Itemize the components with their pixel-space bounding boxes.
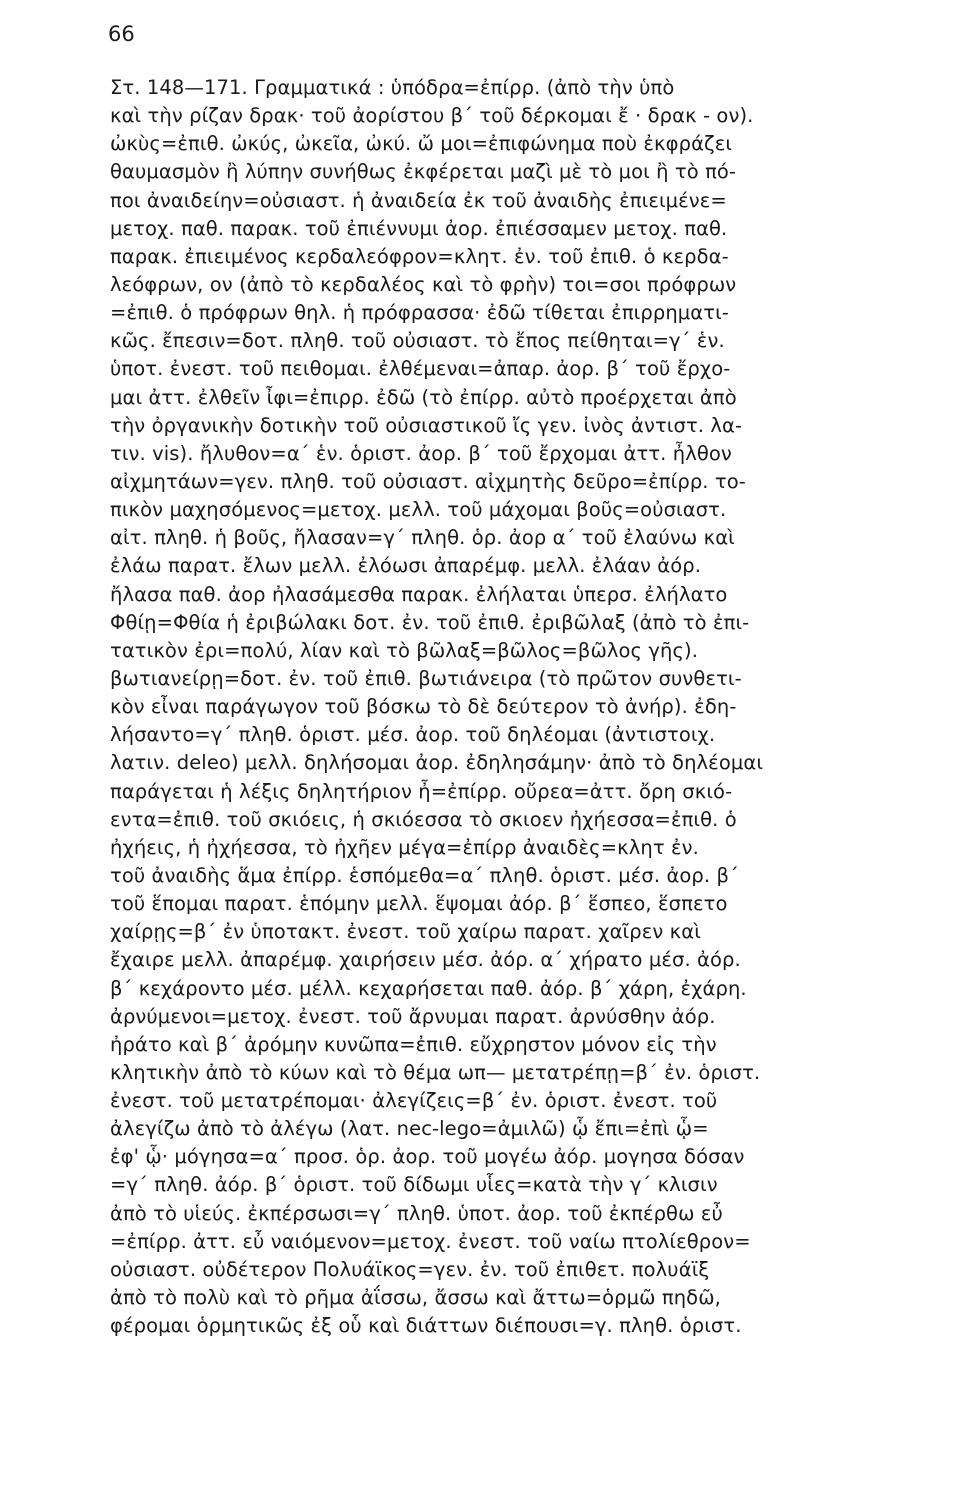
page-number: 66 bbox=[108, 22, 135, 46]
text-line: λήσαντο=γ΄ πληθ. ὁριστ. μέσ. ἀορ. τοῦ δηλέομαι (ἀντιστοιχ. bbox=[110, 723, 716, 747]
text-line: Φθίῃ=Φθία ἡ ἐριβώλακι δοτ. ἐν. τοῦ ἐπιθ. ἐριβῶλαξ (ἀπὸ τὸ ἐπι- bbox=[110, 610, 750, 634]
text-line: μαι ἀττ. ἐλθεῖν ἶφι=ἐπιρρ. ἐδῶ (τὸ ἐπίρρ. αὐτὸ προέρχεται ἀπὸ bbox=[110, 385, 737, 409]
text-line: ἀπὸ τὸ υἱεύς. ἐκπέρσωσι=γ΄ πληθ. ὑποτ. ἀορ. τοῦ ἐκπέρθω εὖ bbox=[110, 1201, 723, 1225]
text-line: κλητικὴν ἀπὸ τὸ κύων καὶ τὸ θέμα ωπ— μετατρέπῃ=β΄ ἐν. ὁριστ. bbox=[110, 1060, 761, 1084]
text-line: κῶς. ἔπεσιν=δοτ. πληθ. τοῦ οὐσιαστ. τὸ ἔπος πείθηται=γ΄ ἑν. bbox=[110, 329, 725, 353]
text-line: ποι ἀναιδείην=οὐσιαστ. ἡ ἀναιδεία ἐκ τοῦ ἀναιδὴς ἐπιειμένε= bbox=[110, 188, 727, 212]
commentary-text bbox=[110, 74, 936, 1340]
text-line: =ἐπίρρ. ἀττ. εὖ ναιόμενον=μετοχ. ἐνεστ. τοῦ ναίω πτολίεθρον= bbox=[110, 1229, 751, 1253]
text-line: ἠράτο καὶ β΄ ἀρόμην κυνῶπα=ἐπιθ. εὔχρηστον μόνον εἰς τὴν bbox=[110, 1032, 717, 1056]
text-line: παράγεται ἡ λέξις δηλητήριον ἦ=ἐπίρρ. οὔρεα=ἀττ. ὄρη σκιό- bbox=[110, 779, 733, 803]
text-line: παρακ. ἐπιειμένος κερδαλεόφρον=κλητ. ἐν. τοῦ ἐπιθ. ὁ κερδα- bbox=[110, 244, 729, 268]
text-line: λατιν. deleo) μελλ. δηλήσομαι ἀορ. ἐδηλησάμην· ἀπὸ τὸ δηλέομαι bbox=[110, 751, 764, 775]
text-line: ἐνεστ. τοῦ μετατρέπομαι· ἀλεγίζεις=β΄ ἐν. ὁριστ. ἐνεστ. τοῦ bbox=[110, 1089, 718, 1113]
text-line: τοῦ ἀναιδὴς ἅμα ἐπίρρ. ἑσπόμεθα=α΄ πληθ. ὁριστ. μέσ. ἀορ. β΄ bbox=[110, 863, 739, 887]
text-line: οὐσιαστ. οὐδέτερον Πολυάϊκος=γεν. ἐν. τοῦ ἐπιθετ. πολυάϊξ bbox=[110, 1257, 710, 1281]
text-line: ἀλεγίζω ἀπὸ τὸ ἀλέγω (λατ. nec-lego=ἀμιλῶ) ᾧ ἔπι=ἐπὶ ᾧ= bbox=[110, 1117, 709, 1141]
text-line: θαυμασμὸν ἢ λύπην συνήθως ἐκφέρεται μαζὶ μὲ τὸ μοι ἢ τὸ πό- bbox=[110, 160, 737, 184]
text-line: ἀπὸ τὸ πολὺ καὶ τὸ ρῆμα ἀΐσσω, ἄσσω καὶ ἄττω=ὁρμῶ πηδῶ, bbox=[110, 1286, 721, 1310]
text-line: Στ. 148—171. Γραμματικά : ὑπόδρα=ἐπίρρ. (ἀπὸ τὴν ὑπὸ bbox=[110, 76, 675, 99]
text-line: βωτιανείρῃ=δοτ. ἐν. τοῦ ἐπιθ. βωτιάνειρα (τὸ πρῶτον συνθετι- bbox=[110, 666, 742, 690]
text-line: ἔχαιρε μελλ. ἀπαρέμφ. χαιρήσειν μέσ. ἀόρ. α΄ χήρατο μέσ. ἀόρ. bbox=[110, 948, 741, 972]
text-line: τιν. vis). ἤλυθον=α΄ ἑν. ὁριστ. ἀορ. β΄ τοῦ ἔρχομαι ἀττ. ἦλθον bbox=[110, 441, 732, 465]
text-line: εντα=ἐπιθ. τοῦ σκιόεις, ἡ σκιόεσσα τὸ σκιοεν ἠχήεσσα=ἐπιθ. ὁ bbox=[110, 807, 737, 831]
text-line: ἠχήεις, ἡ ἠχήεσσα, τὸ ἠχῆεν μέγα=ἐπίρρ ἀναιδὲς=κλητ ἐν. bbox=[110, 835, 699, 859]
text-line: τὴν ὀργανικὴν δοτικὴν τοῦ οὐσιαστικοῦ ἴς γεν. ἰνὸς ἀντιστ. λα- bbox=[110, 413, 743, 437]
text-line: αἰτ. πληθ. ἡ βοῦς, ἤλασαν=γ΄ πληθ. ὁρ. ἀορ α΄ τοῦ ἐλαύνω καὶ bbox=[110, 526, 735, 550]
text-line: πικὸν μαχησόμενος=μετοχ. μελλ. τοῦ μάχομαι βοῦς=οὐσιαστ. bbox=[110, 498, 727, 522]
text-line: =ἐπιθ. ὁ πρόφρων θηλ. ἡ πρόφρασσα· ἐδῶ τίθεται ἐπιρρηματι- bbox=[110, 301, 729, 325]
text-line: φέρομαι ὁρμητικῶς ἐξ οὗ καὶ διάττων διέπουσι=γ. πληθ. ὁριστ. bbox=[110, 1314, 742, 1338]
text-line: τατικὸν ἐρι=πολύ, λίαν καὶ τὸ βῶλαξ=βῶλος=βῶλος γῆς). bbox=[110, 638, 699, 662]
text-line: ἤλασα παθ. ἀορ ἠλασάμεσθα παρακ. ἐλήλαται ὑπερσ. ἐλήλατο bbox=[110, 582, 728, 606]
text-line: αἰχμητάων=γεν. πληθ. τοῦ οὐσιαστ. αἰχμητὴς δεῦρο=ἐπίρρ. το- bbox=[110, 469, 746, 493]
text-line: μετοχ. παθ. παρακ. τοῦ ἐπιέννυμι ἀορ. ἐπιέσσαμεν μετοχ. παθ. bbox=[110, 216, 728, 240]
text-line: κὸν εἶναι παράγωγον τοῦ βόσκω τὸ δὲ δεύτερον τὸ ἀνήρ). ἐδη- bbox=[110, 695, 737, 719]
text-line: =γ΄ πληθ. ἀόρ. β΄ ὁριστ. τοῦ δίδωμι υἷες=κατὰ τὴν γ΄ κλισιν bbox=[110, 1173, 718, 1197]
text-line: τοῦ ἕπομαι παρατ. ἑπόμην μελλ. ἕψομαι ἀόρ. β΄ ἕσπεο, ἕσπετο bbox=[110, 892, 728, 916]
text-line: ἀρνύμενοι=μετοχ. ἐνεστ. τοῦ ἄρνυμαι παρατ. ἀρνύσθην ἀόρ. bbox=[110, 1004, 716, 1028]
text-line: χαίρῃς=β΄ ἐν ὑποτακτ. ἐνεστ. τοῦ χαίρω παρατ. χαῖρεν καὶ bbox=[110, 920, 701, 944]
text-line: ἐλάω παρατ. ἔλων μελλ. ἐλόωσι ἀπαρέμφ. μελλ. ἐλάαν ἀόρ. bbox=[110, 554, 702, 578]
text-line: β΄ κεχάροντο μέσ. μέλλ. κεχαρήσεται παθ. ἀόρ. β΄ χάρη, ἐχάρη. bbox=[110, 976, 747, 1000]
text-line: ὑποτ. ἐνεστ. τοῦ πειθομαι. ἐλθέμεναι=ἀπαρ. ἀορ. β΄ τοῦ ἔρχο- bbox=[110, 357, 731, 381]
text-line: καὶ τὴν ρίζαν δρακ· τοῦ ἀορίστου β΄ τοῦ δέρκομαι ἔ · δρακ - ον). bbox=[110, 104, 754, 128]
text-line: ὠκὺς=ἐπιθ. ὠκύς, ὠκεῖα, ὠκύ. ὤ μοι=ἐπιφώνημα ποὺ ἐκφράζει bbox=[110, 132, 733, 156]
text-line: λεόφρων, ον (ἀπὸ τὸ κερδαλέος καὶ τὸ φρὴν) τοι=σοι πρόφρων bbox=[110, 272, 737, 296]
text-line: ἐφ' ᾧ· μόγησα=α΄ προσ. ὁρ. ἀορ. τοῦ μογέω ἀόρ. μογησα δόσαν bbox=[110, 1145, 745, 1169]
